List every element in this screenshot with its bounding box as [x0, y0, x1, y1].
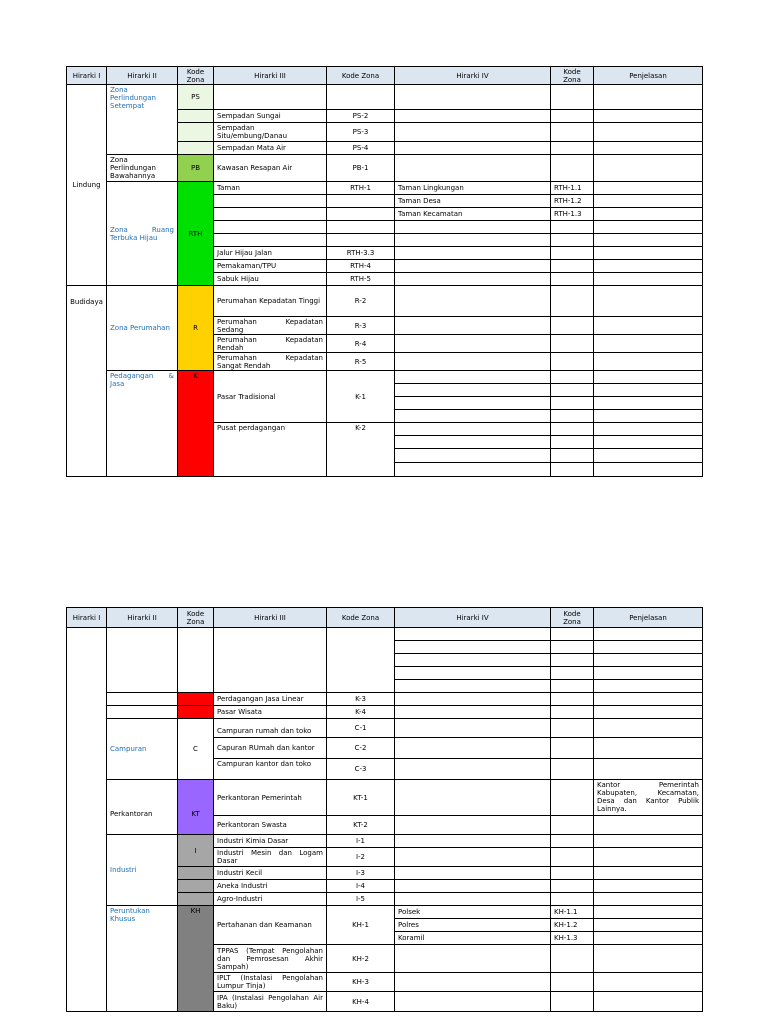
h4-kh2: [395, 945, 551, 973]
c4-cont-b: [551, 641, 594, 654]
h4-k2c: [395, 449, 551, 463]
c3-k3: K-3: [327, 693, 395, 706]
code-k3: [178, 693, 214, 706]
pj-k4: [594, 706, 703, 719]
h4-cont-e: [395, 680, 551, 693]
hirarki2-industri: Industri: [107, 835, 178, 906]
c3-k1: K-1: [327, 371, 395, 423]
code-i-row5: [178, 893, 214, 906]
c4-kh2: [551, 945, 594, 973]
h3-c3: [214, 759, 327, 780]
c3-i1: I-1: [327, 835, 395, 848]
hirarki2-rth-text: Zona Ruang Terbuka Hijau: [110, 225, 174, 242]
h4-c3: [395, 759, 551, 780]
h4-i1: [395, 835, 551, 848]
pj-cont-e: [594, 680, 703, 693]
c4-k1c: [551, 397, 594, 410]
hirarki2-campuran: Campuran: [107, 719, 178, 780]
pj-i3: [594, 867, 703, 880]
c4-ps2: [551, 110, 594, 123]
c4-c3: [551, 759, 594, 780]
code-r: R: [178, 286, 214, 371]
hirarki1-budidaya: [66, 286, 107, 477]
h4-t3: Taman Kecamatan: [395, 208, 551, 221]
c3-kh2: KH-2: [327, 945, 395, 973]
pj-rth4: [594, 260, 703, 273]
h3-c1: Campuran rumah dan toko: [214, 719, 327, 738]
h3-ps4: Sempadan Mata Air: [214, 142, 327, 155]
h4-kh4: [395, 992, 551, 1012]
pj-p1: [594, 906, 703, 919]
h4-k1a: [395, 371, 551, 384]
pj-k2a: [594, 423, 703, 436]
h3-empty: [214, 85, 327, 110]
c3-kh3: KH-3: [327, 973, 395, 992]
h4-i4: [395, 880, 551, 893]
code-rth: RTH: [178, 182, 214, 286]
c3-rth4: RTH-4: [327, 260, 395, 273]
c4-cont-d: [551, 667, 594, 680]
h3-ps3-text: Sempadan Situ/embung/Danau: [217, 124, 288, 140]
c3-r3e: [327, 208, 395, 221]
c4-ps4: [551, 142, 594, 155]
c4-r5e: [551, 234, 594, 247]
c3-r4: R-4: [327, 335, 395, 353]
pj-p3: [594, 932, 703, 945]
c3-rth3: RTH-3.3: [327, 247, 395, 260]
pj-r2: [594, 286, 703, 317]
pj-k2b: [594, 436, 703, 449]
code-ps: PS: [178, 85, 214, 110]
h4-kt1: [395, 780, 551, 816]
pj-rth3: [594, 247, 703, 260]
c4-pb1: [551, 155, 594, 182]
c3-kt1: KT-1: [327, 780, 395, 816]
h4-r4e: [395, 221, 551, 234]
h3-kh2: [214, 945, 327, 973]
pj-cont-b: [594, 641, 703, 654]
c3-i5: I-5: [327, 893, 395, 906]
h4-empty: [395, 85, 551, 110]
c4-t2: RTH-1.2: [551, 195, 594, 208]
code-pb: PB: [178, 155, 214, 182]
pj-kt1-text: Kantor Pemerintah Kabupaten, Kecamatan, Desa dan Kantor Publik Lainnya.: [597, 781, 699, 813]
h4-ps4: [395, 142, 551, 155]
h3-r4e: [214, 221, 327, 234]
c4-k1b: [551, 384, 594, 397]
c4-rth3: [551, 247, 594, 260]
h4-t2: Taman Desa: [395, 195, 551, 208]
c4-r2: [551, 286, 594, 317]
h2-cont: [107, 628, 178, 693]
c3-k2: [327, 423, 395, 477]
h4-kt2: [395, 816, 551, 835]
h3-k1: Pasar Tradisional: [214, 371, 327, 423]
col-header-kode-zona-3: Kode Zona: [327, 607, 395, 628]
h4-cont-d: [395, 667, 551, 680]
hirarki1-budidaya-text: Budidaya: [70, 298, 103, 306]
h4-t1: Taman Lingkungan: [395, 182, 551, 195]
c3-c1: C-1: [327, 719, 395, 738]
h3-i5: Agro-Industri: [214, 893, 327, 906]
h3-kt2: Perkantoran Swasta: [214, 816, 327, 835]
h4-r3: [395, 317, 551, 335]
h4-r2: [395, 286, 551, 317]
pj-ps3: [594, 123, 703, 142]
c3-rth1: RTH-1: [327, 182, 395, 195]
col-header-hirarki-1: Hirarki I: [66, 66, 107, 85]
h3-k4: Pasar Wisata: [214, 706, 327, 719]
pj-k2d: [594, 463, 703, 477]
hirarki2-r-text: Zona Perumahan: [110, 324, 170, 332]
pj-kh4: [594, 992, 703, 1012]
h4-k2b: [395, 436, 551, 449]
c4-empty: [551, 85, 594, 110]
h3-c3-text: Campuran kantor dan toko: [217, 760, 312, 768]
c3-kt2: KT-2: [327, 816, 395, 835]
h4-r4: [395, 335, 551, 353]
code-ps-row2: [178, 110, 214, 123]
h3-pb1: Kawasan Resapan Air: [214, 155, 327, 182]
code-i-row4: [178, 880, 214, 893]
code-kh: [178, 906, 214, 1012]
h4-rth5: [395, 273, 551, 286]
c3-i3: I-3: [327, 867, 395, 880]
c4-r5: [551, 353, 594, 371]
c4-p3: KH-1.3: [551, 932, 594, 945]
h3-rth1: Taman: [214, 182, 327, 195]
col-header-penjelasan: Penjelasan: [594, 607, 703, 628]
h3-rth5: Sabuk Hijau: [214, 273, 327, 286]
c4-k2d: [551, 463, 594, 477]
c3-r2: R-2: [327, 286, 395, 317]
h4-cont-c: [395, 654, 551, 667]
c3-ps3: PS-3: [327, 123, 395, 142]
h3-kh4-text: IPA (Instalasi Pengolahan Air Baku): [217, 993, 323, 1010]
col-header-hirarki-4: Hirarki IV: [395, 607, 551, 628]
c3-c2: C-2: [327, 738, 395, 759]
h4-pb1: [395, 155, 551, 182]
h4-c1: [395, 719, 551, 738]
h3-ps3: [214, 123, 327, 142]
c3-empty: [327, 85, 395, 110]
hirarki2-peruntukan-khusus: [107, 906, 178, 1012]
c4-i5: [551, 893, 594, 906]
hirarki2-pb: [107, 155, 178, 182]
h3-r4-text: Perumahan Kepadatan Rendah: [217, 335, 323, 352]
pj-cont-c: [594, 654, 703, 667]
code-c: C: [178, 719, 214, 780]
c4-kh3: [551, 973, 594, 992]
h3-r4: [214, 335, 327, 353]
c4-k3: [551, 693, 594, 706]
h3-kh3: [214, 973, 327, 992]
pj-p2: [594, 919, 703, 932]
c3-kh4: KH-4: [327, 992, 395, 1012]
h4-cont-a: [395, 628, 551, 641]
c4-rth4: [551, 260, 594, 273]
h3-k2: [214, 423, 327, 477]
c3-i4: I-4: [327, 880, 395, 893]
col-header-hirarki-3: Hirarki III: [214, 607, 327, 628]
h3-i2-text: Industri Mesin dan Logam Dasar: [217, 849, 323, 865]
hirarki2-r: [107, 286, 178, 371]
pj-r3: [594, 317, 703, 335]
c3-r2e: [327, 195, 395, 208]
pj-ps4: [594, 142, 703, 155]
pj-k1a: [594, 371, 703, 384]
c4-cont-e: [551, 680, 594, 693]
c3-c3: C-3: [327, 759, 395, 780]
h4-i5: [395, 893, 551, 906]
h4-ps3: [395, 123, 551, 142]
pj-cont-a: [594, 628, 703, 641]
c4-i1: [551, 835, 594, 848]
h4-p2: Polres: [395, 919, 551, 932]
h4-k1c: [395, 397, 551, 410]
zoning-table-2: [66, 607, 703, 1012]
h4-kh3: [395, 973, 551, 992]
c4-c2: [551, 738, 594, 759]
h2-k4: [107, 706, 178, 719]
pj-c2: [594, 738, 703, 759]
pj-r5e: [594, 234, 703, 247]
c3-rth5: RTH-5: [327, 273, 395, 286]
pj-kt2: [594, 816, 703, 835]
c4-i3: [551, 867, 594, 880]
pj-k1d: [594, 410, 703, 423]
h3-k3: Perdagangan Jasa Linear: [214, 693, 327, 706]
h3-c2: Capuran RUmah dan kantor: [214, 738, 327, 759]
pj-i2: [594, 848, 703, 867]
c3-ps4: PS-4: [327, 142, 395, 155]
col-header-kode-zona-3: Kode Zona: [327, 66, 395, 85]
h3-r5e: [214, 234, 327, 247]
pj-k1b: [594, 384, 703, 397]
c4-p1: KH-1.1: [551, 906, 594, 919]
pj-t3: [594, 208, 703, 221]
h4-i2: [395, 848, 551, 867]
hirarki2-perkantoran: Perkantoran: [107, 780, 178, 835]
c4-k2b: [551, 436, 594, 449]
code-k-text: K: [193, 372, 198, 380]
h3-ps2: Sempadan Sungai: [214, 110, 327, 123]
hirarki2-ps: [107, 85, 178, 155]
h3-kh4: [214, 992, 327, 1012]
zoning-table-1: [66, 66, 703, 477]
c3-i2: I-2: [327, 848, 395, 867]
c4-r4: [551, 335, 594, 353]
h4-p1: Polsek: [395, 906, 551, 919]
pj-k3: [594, 693, 703, 706]
h4-rth3: [395, 247, 551, 260]
c4-kh4: [551, 992, 594, 1012]
h4-k1d: [395, 410, 551, 423]
h3-rth3: Jalur Hijau Jalan: [214, 247, 327, 260]
col-header-kode-zona: Kode Zona: [178, 607, 214, 628]
col-header-hirarki-2: Hirarki II: [107, 607, 178, 628]
h3-cont: [214, 628, 327, 693]
c4-r3: [551, 317, 594, 335]
col-header-kode-zona-4: Kode Zona: [551, 66, 594, 85]
c4-r4e: [551, 221, 594, 234]
col-header-hirarki-1: Hirarki I: [66, 607, 107, 628]
hirarki2-rth: [107, 182, 178, 286]
pj-r4e: [594, 221, 703, 234]
hirarki1-lindung: Lindung: [66, 85, 107, 286]
pj-kh2: [594, 945, 703, 973]
c4-cont-a: [551, 628, 594, 641]
c4-p2: KH-1.2: [551, 919, 594, 932]
h4-k4: [395, 706, 551, 719]
code-kt: KT: [178, 780, 214, 835]
pj-i1: [594, 835, 703, 848]
h4-ps2: [395, 110, 551, 123]
c3-ps2: PS-2: [327, 110, 395, 123]
c3-pb1: PB-1: [327, 155, 395, 182]
pj-i5: [594, 893, 703, 906]
h3-k2-text: Pusat perdagangan: [217, 424, 286, 432]
hirarki2-pb-text: Zona Perlindungan Bawahannya: [110, 156, 156, 180]
code-ps-row3: [178, 123, 214, 142]
c3-r5e: [327, 234, 395, 247]
h3-r2e: [214, 195, 327, 208]
hirarki2-ps-text: Zona Perlindungan Setempat: [110, 86, 156, 110]
h4-k3: [395, 693, 551, 706]
code-cont: [178, 628, 214, 693]
pj-k2c: [594, 449, 703, 463]
h4-r5e: [395, 234, 551, 247]
h4-i3: [395, 867, 551, 880]
c4-t1: RTH-1.1: [551, 182, 594, 195]
h3-r2: [214, 286, 327, 317]
hirarki2-k-text: Pedagangan & Jasa: [110, 372, 174, 388]
c4-c1: [551, 719, 594, 738]
hirarki1-empty: [66, 628, 107, 1012]
c4-k4: [551, 706, 594, 719]
c3-r3: R-3: [327, 317, 395, 335]
c4-k2c: [551, 449, 594, 463]
pj-r4: [594, 335, 703, 353]
c3-k2-text: K-2: [355, 424, 366, 432]
h3-r2-text: Perumahan Kepadatan Tinggi: [217, 297, 321, 305]
pj-i4: [594, 880, 703, 893]
col-header-hirarki-4: Hirarki IV: [395, 66, 551, 85]
h3-rth4: Pemakaman/TPU: [214, 260, 327, 273]
h3-kh1: Pertahanan dan Keamanan: [214, 906, 327, 945]
pj-ps2: [594, 110, 703, 123]
pj-r5: [594, 353, 703, 371]
c4-ps3: [551, 123, 594, 142]
code-k4: [178, 706, 214, 719]
pj-kh3: [594, 973, 703, 992]
c3-cont: [327, 628, 395, 693]
c4-kt2: [551, 816, 594, 835]
c4-i4: [551, 880, 594, 893]
pj-t1: [594, 182, 703, 195]
h3-i1: Industri Kimia Dasar: [214, 835, 327, 848]
h3-r5: [214, 353, 327, 371]
pj-pb1: [594, 155, 703, 182]
c4-k1d: [551, 410, 594, 423]
c4-cont-c: [551, 654, 594, 667]
code-i-row3: [178, 867, 214, 880]
pj-empty: [594, 85, 703, 110]
code-ps-row4: [178, 142, 214, 155]
h2-k3: [107, 693, 178, 706]
h3-r3-text: Perumahan Kepadatan Sedang: [217, 317, 323, 334]
h4-k2a: [395, 423, 551, 436]
pj-kt1: [594, 780, 703, 816]
h3-kt1: Perkantoran Pemerintah: [214, 780, 327, 816]
col-header-kode-zona-4: Kode Zona: [551, 607, 594, 628]
pj-cont-d: [594, 667, 703, 680]
pj-t2: [594, 195, 703, 208]
h4-rth4: [395, 260, 551, 273]
h3-r3: [214, 317, 327, 335]
c3-r5: R-5: [327, 353, 395, 371]
col-header-hirarki-2: Hirarki II: [107, 66, 178, 85]
c4-i2: [551, 848, 594, 867]
c4-k1a: [551, 371, 594, 384]
h4-r5: [395, 353, 551, 371]
c3-r4e: [327, 221, 395, 234]
h4-k2d: [395, 463, 551, 477]
h4-k1b: [395, 384, 551, 397]
h3-i4: Aneka Industri: [214, 880, 327, 893]
c3-kh1: KH-1: [327, 906, 395, 945]
c4-rth5: [551, 273, 594, 286]
col-header-hirarki-3: Hirarki III: [214, 66, 327, 85]
c4-k2a: [551, 423, 594, 436]
h3-i2: [214, 848, 327, 867]
h3-r5-text: Perumahan Kepadatan Sangat Rendah: [217, 353, 323, 370]
c4-t3: RTH-1.3: [551, 208, 594, 221]
pj-k1c: [594, 397, 703, 410]
h3-i3: Industri Kecil: [214, 867, 327, 880]
c3-k4: K-4: [327, 706, 395, 719]
h3-kh3-text: IPLT (Instalasi Pengolahan Lumpur Tinja): [217, 974, 323, 990]
code-i: I: [178, 835, 214, 867]
h4-p3: Koramil: [395, 932, 551, 945]
code-kh-text: KH: [190, 907, 201, 915]
c4-kt1: [551, 780, 594, 816]
col-header-kode-zona: Kode Zona: [178, 66, 214, 85]
pj-c3: [594, 759, 703, 780]
h3-r3e: [214, 208, 327, 221]
col-header-penjelasan: Penjelasan: [594, 66, 703, 85]
h4-cont-b: [395, 641, 551, 654]
code-k: [178, 371, 214, 477]
h4-c2: [395, 738, 551, 759]
pj-rth5: [594, 273, 703, 286]
hirarki2-peruntukan-khusus-text: Peruntukan Khusus: [110, 907, 150, 923]
hirarki2-k: [107, 371, 178, 477]
pj-c1: [594, 719, 703, 738]
h3-kh2-text: TPPAS (Tempat Pengolahan dan Pemrosesan Akhir Sampah): [217, 946, 323, 971]
